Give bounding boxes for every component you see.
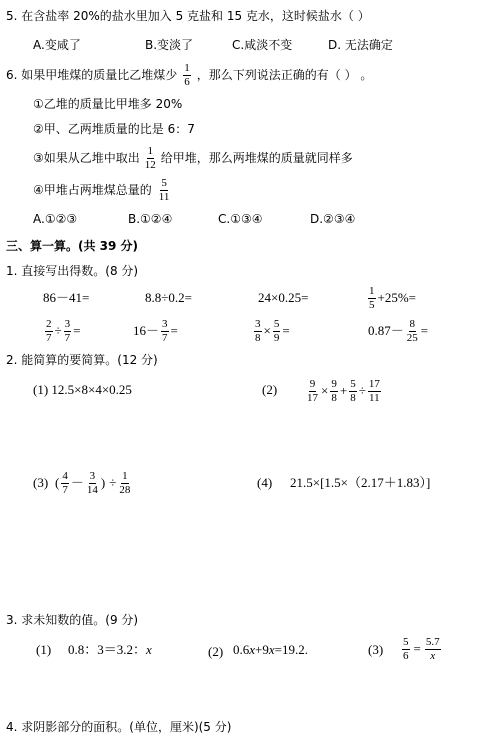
p1-expr-3: 24×0.25=: [258, 290, 309, 305]
section3-heading: 三、算一算。(共 39 分): [6, 239, 139, 253]
p2-title: 2. 能简算的要简算。(12 分): [6, 353, 158, 367]
q6-option-d: D.②③④: [310, 212, 356, 226]
p1-expr-8: 0.87－ $\frac{8}{25}$ =: [368, 317, 429, 344]
q5-option-a: A.变咸了: [33, 38, 81, 52]
q6-option-a: A.①②③: [33, 212, 78, 226]
q6-stem-fraction: $\frac{1}{6}$: [184, 61, 190, 88]
q5-option-d: D. 无法确定: [328, 38, 393, 52]
p1-expr-4: $\frac{1}{5}$ +25%=: [369, 284, 416, 311]
q6-statement-3: ③如果从乙堆中取出 $\frac{1}{12}$ 给甲堆，那么两堆煤的质量就同样多: [33, 144, 353, 171]
q6-statement-4: ④甲堆占两堆煤总量的 $\frac{5}{11}$: [33, 176, 170, 203]
p2-expr-3-label: (3): [33, 475, 49, 490]
p3-expr-2-label: (2): [208, 644, 224, 659]
q6-option-b: B.①②④: [128, 212, 173, 226]
p1-expr-2: 8.8÷0.2=: [145, 290, 192, 305]
p1-expr-5: $\frac{2}{7}$ ÷ $\frac{3}{7}$ =: [46, 317, 81, 344]
q6-stem-post: ，那么下列说法正确的有（ ） 。: [196, 68, 373, 82]
p3-expr-1: 0.8：3＝3.2：x: [68, 642, 152, 657]
p1-expr-6: 16－ $\frac{3}{7}$ =: [133, 317, 178, 344]
q6-option-c: C.①③④: [218, 212, 263, 226]
p2-expr-3: ( $\frac{4}{7}$ － $\frac{3}{14}$ ) ÷ $\frac{1}{28}$: [55, 469, 131, 496]
q5-stem: 5. 在含盐率 20%的盐水里加入 5 克盐和 15 克水，这时候盐水（ ）: [6, 9, 370, 23]
q6-stem-pre: 6. 如果甲堆煤的质量比乙堆煤少: [6, 68, 178, 82]
p1-expr-4-fraction: $\frac{1}{5}$: [369, 284, 375, 311]
q5-option-b: B.变淡了: [145, 38, 194, 52]
p2-expr-4-label: (4): [257, 475, 273, 490]
p2-expr-1: (1) 12.5×8×4×0.25: [33, 382, 132, 397]
p1-title: 1. 直接写出得数。(8 分): [6, 264, 139, 278]
p2-expr-4: 21.5×[1.5×（2.17＋1.83）]: [290, 475, 431, 490]
p3-expr-3: $\frac{5}{6}$ = $\frac{5.7}{x}$: [403, 635, 440, 662]
p3-expr-1-label: (1): [36, 642, 52, 657]
p3-title: 3. 求未知数的值。(9 分): [6, 613, 139, 627]
p3-expr-3-label: (3): [368, 642, 384, 657]
q6-statement-2: ②甲、乙两堆质量的比是 6：7: [33, 122, 195, 136]
q6-statement-1: ①乙堆的质量比甲堆多 20%: [33, 97, 183, 111]
p1-expr-7: $\frac{3}{8}$ × $\frac{5}{9}$ =: [255, 317, 290, 344]
p3-expr-2: 0.6x+9x=19.2.: [233, 642, 308, 657]
q5-option-c: C.咸淡不变: [232, 38, 293, 52]
q6-s4-fraction: $\frac{5}{11}$: [158, 176, 170, 203]
p1-expr-1: 86－41=: [43, 290, 90, 305]
p2-expr-2-label: (2): [262, 382, 278, 397]
p2-expr-2: $\frac{9}{17}$ × $\frac{9}{8}$ + $\frac{5}{8}$ ÷ $\frac{17}{11}$: [307, 377, 380, 404]
q6-s3-fraction: $\frac{1}{12}$: [144, 144, 156, 171]
p4-title: 4. 求阴影部分的面积。(单位，厘米)(5 分): [6, 720, 232, 734]
q6-stem: [6, 61, 373, 88]
